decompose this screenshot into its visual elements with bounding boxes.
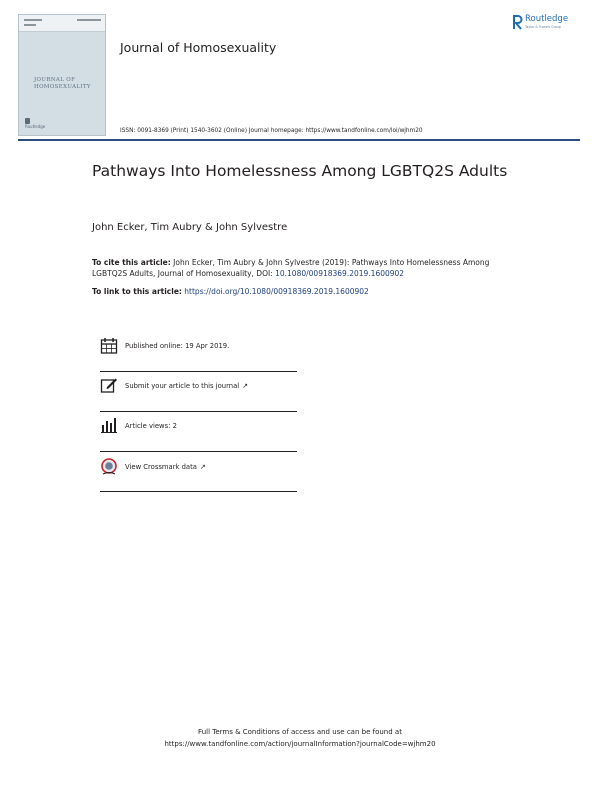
journal-name: Journal of Homosexuality [120, 40, 277, 55]
external-link-icon: ↗ [242, 382, 249, 390]
footer [0, 726, 600, 750]
edit-icon [100, 376, 118, 394]
views-row [100, 411, 297, 452]
footer-text: Full Terms & Conditions of access and use can be found at [198, 728, 402, 736]
crossmark-icon [100, 458, 118, 476]
doi-link[interactable]: 10.1080/00918369.2019.1600902 [275, 269, 405, 278]
doi-url-link[interactable]: https://doi.org/10.1080/00918369.2019.1600902 [184, 287, 369, 296]
citation-text: John Ecker, Tim Aubry & John Sylvestre (2019): Pathways Into Homelessness Among LGBTQ2S Adults, Journal of Homosexuality, DOI: [92, 258, 490, 278]
article-views: Article views: 2 [125, 422, 177, 430]
link-label: To link to this article: [92, 287, 182, 296]
article-authors: John Ecker, Tim Aubry & John Sylvestre [92, 222, 288, 233]
cover-title: JOURNAL OF HOMOSEXUALITY [34, 77, 91, 90]
article-title: Pathways Into Homelessness Among LGBTQ2S Adults [92, 162, 508, 180]
submit-label: Submit your article to this journal [125, 382, 240, 390]
cover-line [24, 19, 42, 21]
submit-row[interactable] [100, 371, 297, 412]
issn-text: ISSN: 0091-8369 (Print) 1540-3602 (Online) Journal homepage: [120, 128, 304, 134]
published-row [100, 331, 297, 372]
cover-publisher: Routledge [25, 124, 46, 129]
crossmark-link[interactable] [125, 463, 206, 471]
crossmark-row[interactable] [100, 451, 297, 492]
cover-topband [19, 15, 105, 32]
bar-chart-icon [100, 416, 118, 434]
article-link [92, 287, 369, 296]
journal-cover [18, 14, 106, 136]
external-link-icon: ↗ [199, 463, 206, 471]
submit-article-link[interactable] [125, 382, 248, 390]
citation-label: To cite this article: [92, 258, 171, 267]
calendar-icon [100, 337, 118, 355]
cover-line [24, 24, 36, 26]
crossmark-label: View Crossmark data [125, 463, 197, 471]
logo-name: Routledge [525, 14, 569, 24]
publisher-logo[interactable] [512, 14, 592, 42]
cover-line [77, 19, 101, 21]
published-date: Published online: 19 Apr 2019. [125, 342, 230, 350]
logo-tagline: Taylor & Francis Group [525, 25, 561, 29]
header-rule [18, 139, 580, 141]
routledge-logo-icon [512, 15, 523, 30]
journal-homepage-link[interactable]: https://www.tandfonline.com/loi/wjhm20 [305, 128, 423, 134]
issn-line [120, 128, 423, 134]
journal-information-link[interactable]: https://www.tandfonline.com/action/journalInformation?journalCode=wjhm20 [164, 740, 436, 748]
citation [92, 257, 522, 279]
